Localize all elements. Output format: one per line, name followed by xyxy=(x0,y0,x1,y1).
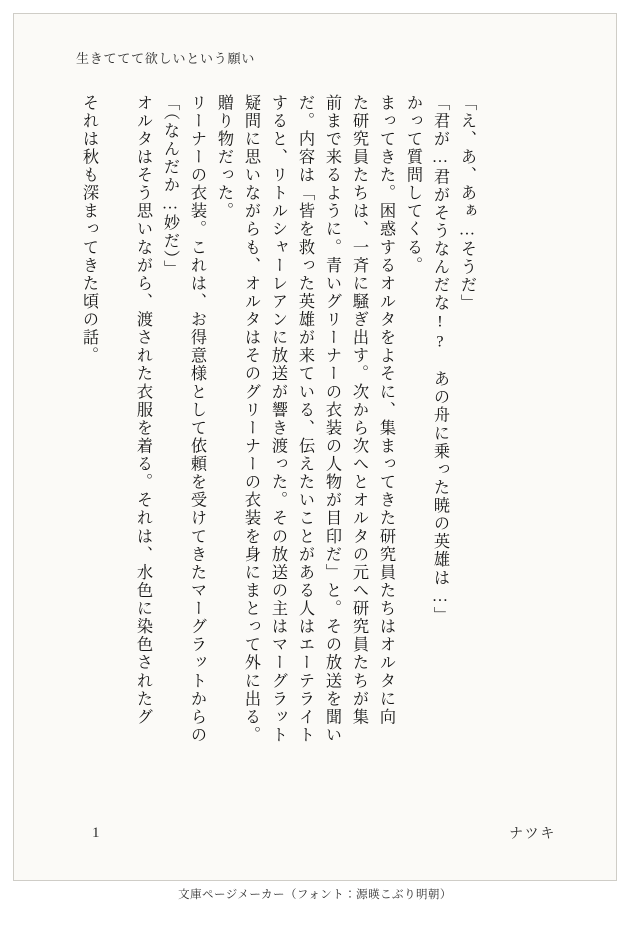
document-page xyxy=(13,13,617,881)
text-column xyxy=(97,94,124,814)
text-column: 「え、あ、あぁ…そうだ」 xyxy=(458,94,476,313)
text-column: オルタはそう思いながら、渡された衣服を着る。それは、水色に染色されたグ xyxy=(134,94,152,727)
running-title: 生きててて欲しいという願い xyxy=(76,51,256,66)
text-column: 「君が…君がそうなんだな!? あの舟に乗った暁の英雄は…」 xyxy=(431,94,449,626)
text-column: すると、リトルシャーレアンに放送が響き渡った。その放送の主はマーグラット xyxy=(269,94,287,745)
text-column: 疑問に思いながらも、オルタはそのグリーナーの衣装を身にまとって外に出る。 xyxy=(242,94,260,745)
text-column: まってきた。困惑するオルタをよそに、集まってきた研究員たちはオルタに向 xyxy=(377,94,395,727)
page-number: 1 xyxy=(92,825,100,841)
generator-caption: 文庫ページメーカー（フォント：源暎こぶり明朝） xyxy=(178,889,452,901)
text-column: 「（なんだか…妙だ）」 xyxy=(161,94,179,279)
text-column: 前まで来るように。青いグリーナーの衣装の人物が目印だ」と。その放送を聞い xyxy=(323,94,341,745)
author-name: ナツキ xyxy=(509,827,556,842)
text-column: リーナーの衣装。これは、お得意様として依頼を受けてきたマーグラットからの xyxy=(188,94,206,745)
text-column: かって質問してくる。 xyxy=(404,94,422,275)
text-column: た研究員たちは、一斉に騒ぎ出す。次から次へとオルタの元へ研究員たちが集 xyxy=(350,94,368,727)
vertical-body-text xyxy=(70,94,568,814)
text-column: だ。内容は「皆を救った英雄が来ている、伝えたいことがある人はエーテライト xyxy=(296,94,314,745)
text-column: 贈り物だった。 xyxy=(215,94,233,221)
text-column: それは秋も深まってきた頃の話。 xyxy=(80,94,98,365)
